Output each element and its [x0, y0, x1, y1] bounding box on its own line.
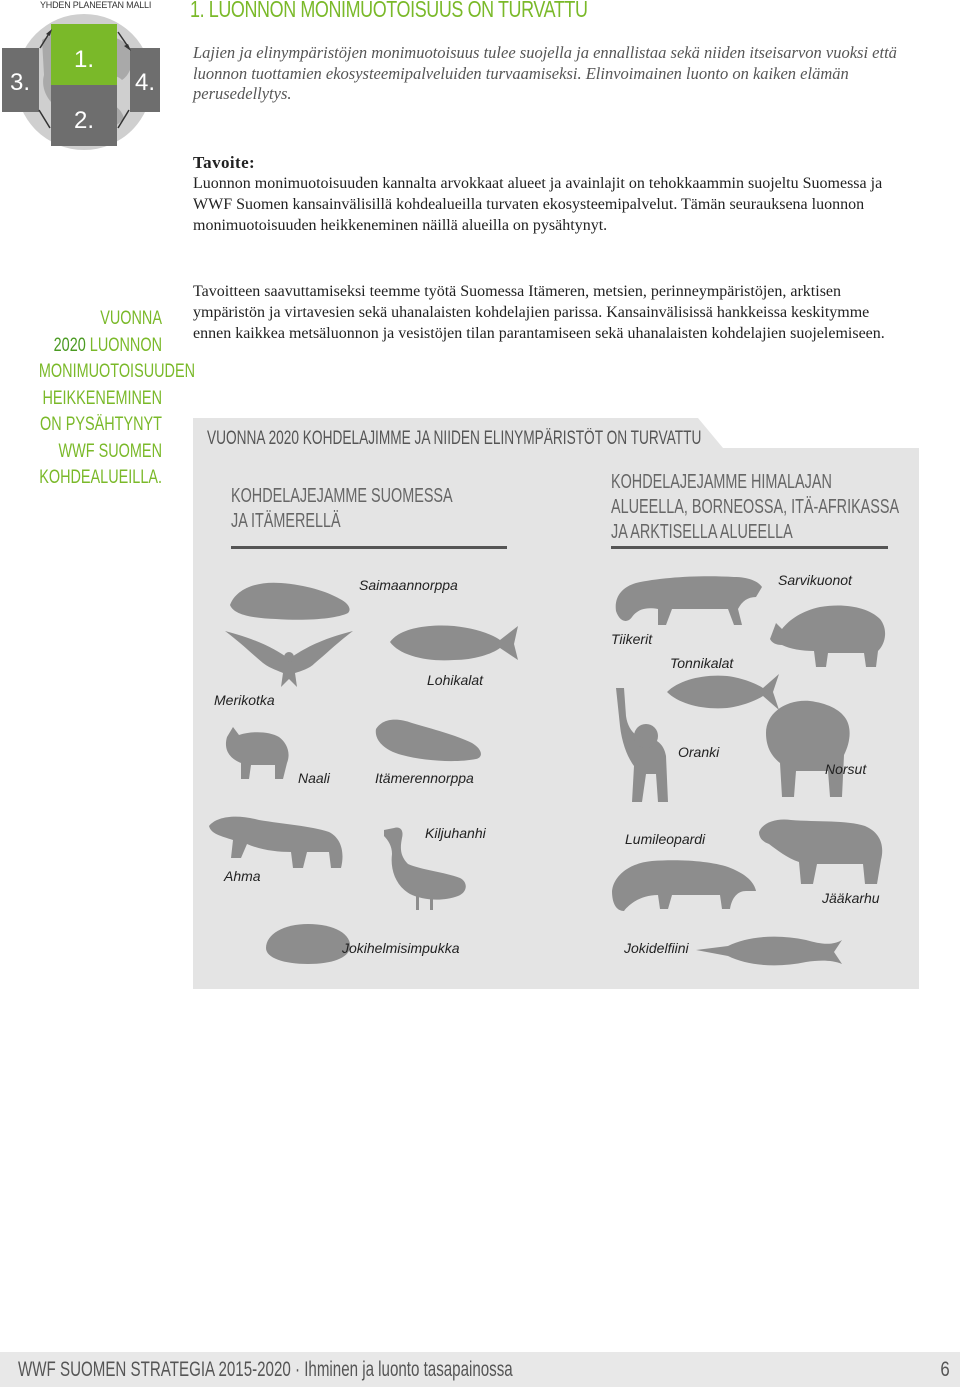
wolverine-icon [207, 812, 345, 872]
finland-heading-rule [231, 546, 507, 549]
tiger-label: Tiikerit [611, 631, 653, 647]
step4-label: 4. [134, 69, 156, 96]
page-number: 6 [940, 1358, 950, 1381]
salmon-icon [388, 620, 520, 666]
river-dolphin-icon [694, 930, 844, 970]
polar-bear-label: Jääkarhu [822, 890, 880, 906]
baltic-ringed-seal-icon [372, 715, 484, 763]
pull-quote-line [39, 333, 162, 360]
pull-quote-line: ON PYSÄHTYNYT [40, 414, 163, 435]
global-heading-line: KOHDELAJEJAMME HIMALAJAN [611, 471, 832, 493]
orangutan-label: Oranki [678, 744, 720, 760]
river-dolphin-label: Jokidelfiini [624, 940, 689, 956]
global-heading-line: ALUEELLA, BORNEOSSA, ITÄ-AFRIKASSA [611, 496, 900, 518]
pull-quote-line: MONIMUOTOISUUDEN [38, 361, 196, 382]
pull-quote-line-part: LUONNON [85, 334, 162, 356]
tiger-icon [612, 567, 766, 629]
rhino-label: Sarvikuonot [778, 572, 852, 588]
snow-leopard-label: Lumileopardi [625, 831, 706, 847]
one-planet-model-logo [2, 10, 160, 150]
rhino-icon [768, 593, 888, 669]
pull-quote-year: 2020 [53, 334, 86, 356]
pull-quote-line: WWF SUOMEN [58, 440, 162, 462]
global-column-heading [611, 470, 899, 545]
salmon-label: Lohikalat [427, 672, 484, 688]
global-heading-rule [611, 546, 888, 549]
panel-title: VUONNA 2020 KOHDELAJIMME JA NIIDEN ELINYMPÄRISTÖT ON TURVATTU [207, 428, 702, 449]
elephant-icon [756, 693, 852, 801]
goal-block [193, 152, 908, 236]
tuna-label: Tonnikalat [670, 655, 734, 671]
baltic-seal-label: Itämerennorppa [375, 770, 474, 786]
footer-text: WWF SUOMEN STRATEGIA 2015-2020 · Ihminen ja luonto tasapainossa [18, 1358, 513, 1381]
goose-label: Kiljuhanhi [425, 825, 486, 841]
saimaa-seal-label: Saimaannorppa [359, 577, 458, 593]
pull-quote-line: VUONNA [100, 308, 162, 329]
pull-quote-line: KOHDEALUEILLA. [39, 467, 162, 488]
finland-column-heading [231, 484, 453, 534]
finland-heading-line: JA ITÄMERELLÄ [231, 510, 341, 532]
polar-bear-icon [757, 814, 887, 886]
goal-label: Tavoite: [193, 153, 256, 172]
intro-text: Lajien ja elinympäristöjen monimuotoisuus tulee suojella ja ennallistaa sekä niiden itseisarvon vuoksi että luonnon tuottamien ekosysteemipalveluiden turvaamiseksi. Elinvoimainen luonto on kaiken elämän perusedellytys. [193, 43, 897, 103]
arctic-fox-icon [221, 721, 293, 783]
global-heading-line: JA ARKTISELLA ALUEELLA [611, 521, 793, 543]
saimaa-seal-icon [226, 575, 354, 623]
logo-label: YHDEN PLANEETAN MALLI [40, 0, 152, 10]
mussel-label: Jokihelmisimpukka [342, 940, 460, 956]
page-title: 1. LUONNON MONIMUOTOISUUS ON TURVATTU [190, 0, 588, 22]
step3-label: 3. [9, 69, 31, 96]
eagle-label: Merikotka [214, 692, 275, 708]
finland-heading-line: KOHDELAJEJAMME SUOMESSA [231, 485, 453, 507]
pull-quote [0, 306, 196, 492]
body-paragraph: Tavoitteen saavuttamiseksi teemme työtä Suomessa Itämeren, metsien, perinneympäristöjen, arktisen ympäristön ja virtavesien sekä uhanalaisten kohdelajien parissa. Kansainvälisissä hankkeissa keskitymme ennen kaikkea metsäluonnon ja vesistöjen tilan parantamiseen sekä uhanalaisten kohdelajien suojelemiseen. [193, 283, 885, 342]
freshwater-pearl-mussel-icon [262, 920, 354, 966]
elephant-label: Norsut [825, 761, 867, 777]
goal-text: Luonnon monimuotoisuuden kannalta arvokkaat alueet ja avainlajit on tehokkaammin suojeltu Suomessa ja WWF Suomen kansainvälisillä kohdealueilla turvaten ekosysteemipalvelut. Tämän seurauksena luonnon monimuotoisuuden heikkeneminen näillä alueilla on pysähtynyt. [193, 175, 883, 234]
step1-label: 1. [73, 46, 95, 73]
pull-quote-line: HEIKKENEMINEN [42, 387, 162, 409]
step2-label: 2. [73, 107, 95, 134]
white-tailed-eagle-icon [221, 629, 357, 689]
wolverine-label: Ahma [224, 868, 261, 884]
orangutan-icon [610, 686, 672, 806]
snow-leopard-icon [610, 851, 758, 915]
arctic-fox-label: Naali [298, 770, 330, 786]
